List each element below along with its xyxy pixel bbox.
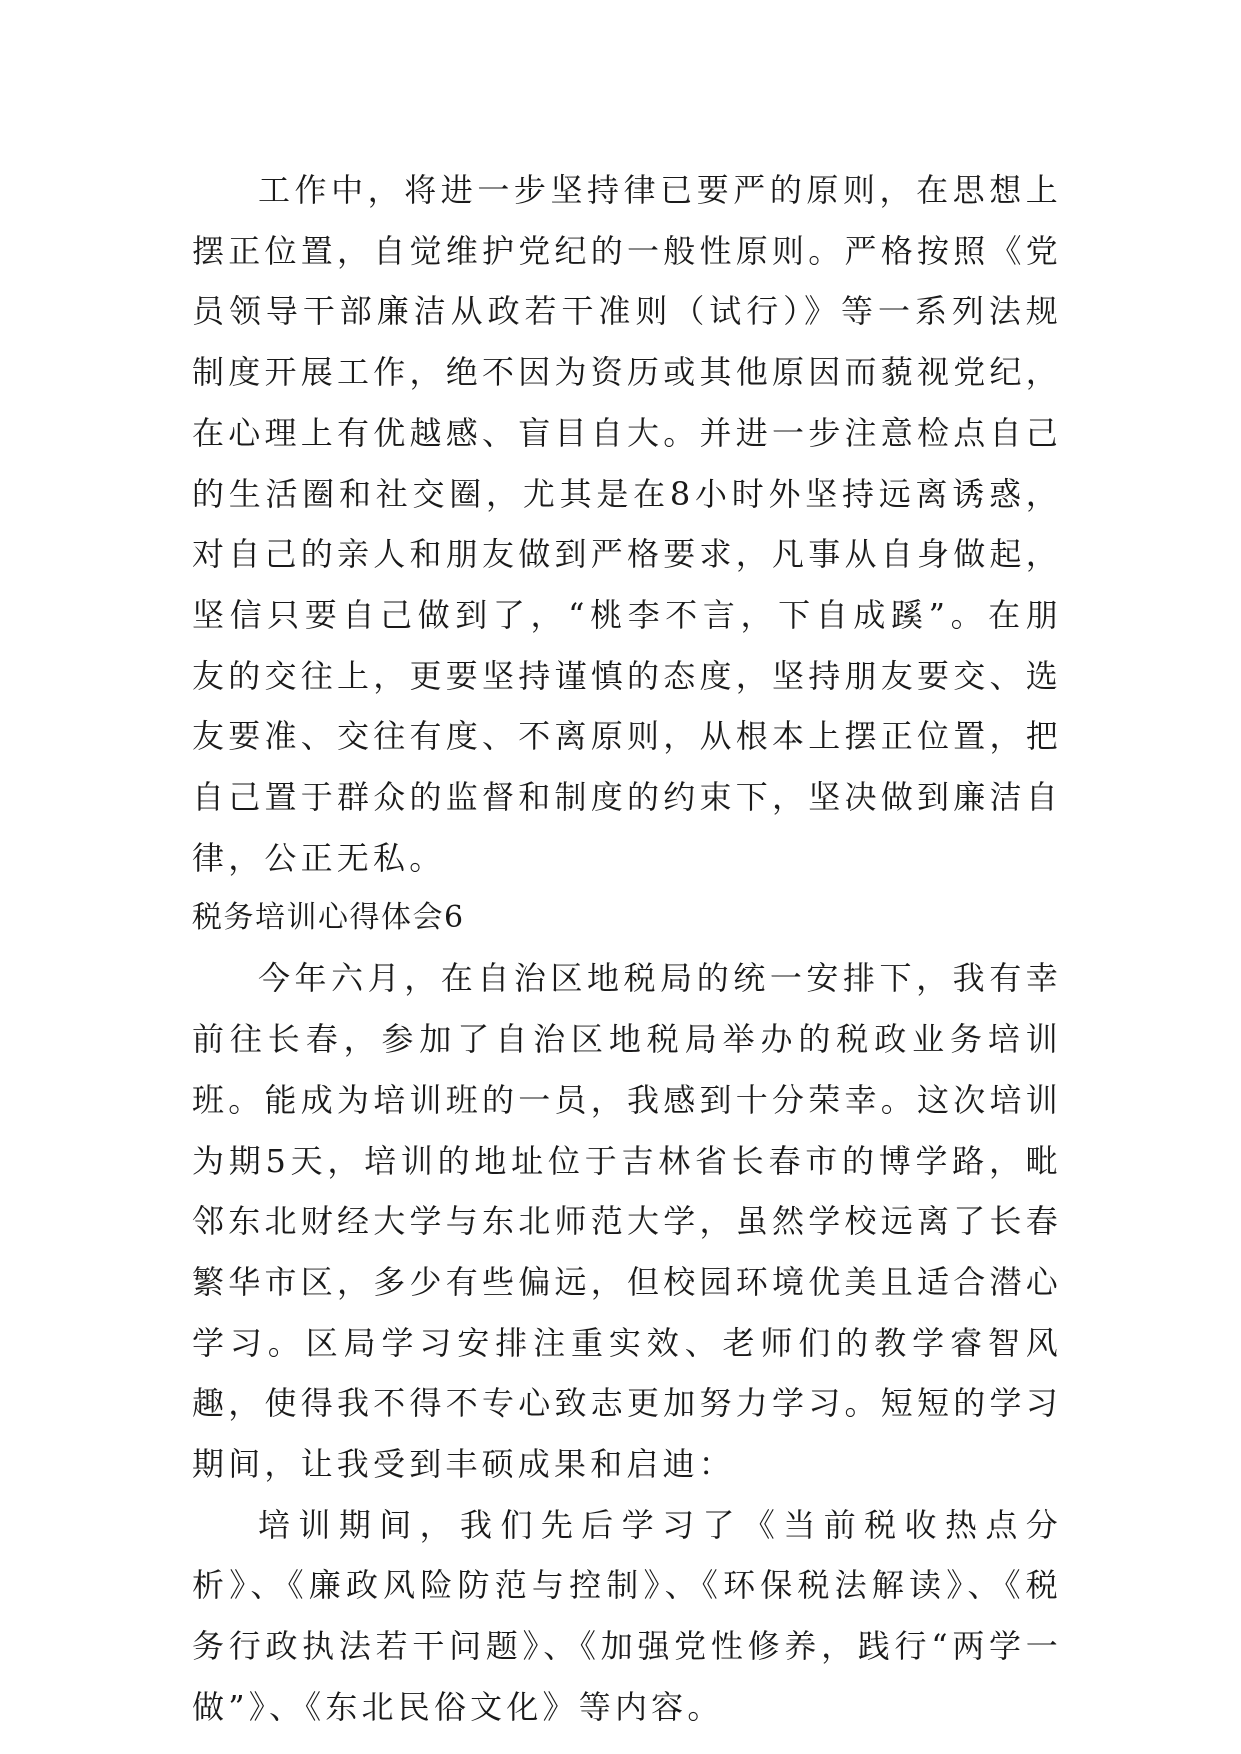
section-heading: 税务培训心得体会6 xyxy=(192,900,465,936)
paragraph-training-intro: 今年六月，在自治区地税局的统一安排下，我有幸前往长春，参加了自治区地税局举办的税政业务培训班。能成为培训班的一员，我感到十分荣幸。这次培训为期5天，培训的地址位于吉林省长春市的博学路，毗邻东北财经大学与东北师范大学，虽然学校远离了长春繁华市区，多少有些偏远，但校园环境优美且适合潜心学习。区局学习安排注重实效、老师们的教学睿智风趣，使得我不得不专心致志更加努力学习。短短的学习期间，让我受到丰硕成果和启迪： xyxy=(192,959,1062,1484)
document-body xyxy=(192,160,1062,1738)
paragraph-training-courses: 培训期间，我们先后学习了《当前税收热点分析》、《廉政风险防范与控制》、《环保税法解读》、《税务行政执法若干问题》、《加强党性修养，践行“两学一做”》、《东北民俗文化》等内容。 xyxy=(192,1505,1062,1726)
paragraph-self-discipline: 工作中，将进一步坚持律已要严的原则，在思想上摆正位置，自觉维护党纪的一般性原则。严格按照《党员领导干部廉洁从政若干准则（试行）》等一系列法规制度开展工作，绝不因为资历或其他原因而藐视党纪，在心理上有优越感、盲目自大。并进一步注意检点自己的生活圈和社交圈，尤其是在8小时外坚持远离诱惑，对自己的亲人和朋友做到严格要求，凡事从自身做起，坚信只要自己做到了，“桃李不言，下自成蹊”。在朋友的交往上，更要坚持谨慎的态度，坚持朋友要交、选友要准、交往有度、不离原则，从根本上摆正位置，把自己置于群众的监督和制度的约束下，坚决做到廉洁自律，公正无私。 xyxy=(192,171,1062,877)
